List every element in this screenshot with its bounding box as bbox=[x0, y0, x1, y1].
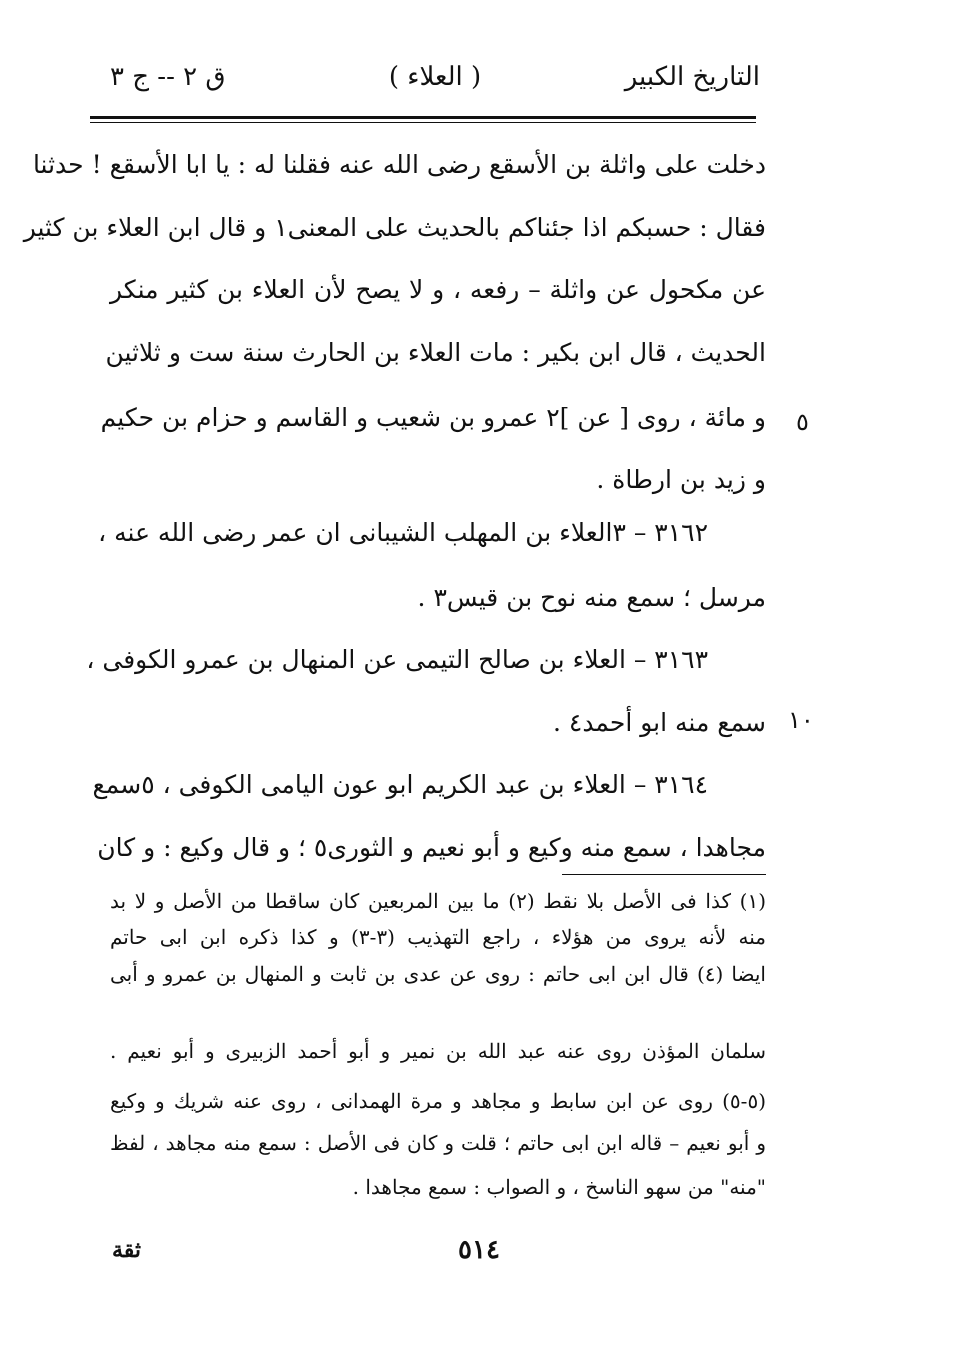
footnote-rule bbox=[562, 874, 766, 875]
footnote-line: "منه" من سهو الناسخ ، و الصواب : سمع مجاهدا . bbox=[352, 1175, 766, 1199]
body-line: الحديث ، قال ابن بكير : مات العلاء بن الحارث سنة ست و ثلاثين bbox=[105, 338, 766, 367]
footnote-line: (١) كذا فى الأصل بلا نقط (٢) ما بين المربعين كان ساقطا من الأصل و لا بد bbox=[110, 889, 766, 913]
line-number-marker: ١٠ bbox=[788, 706, 814, 734]
entry-heading: ٣١٦٤ – العلاء بن عبد الكريم ابو عون اليامى الكوفى ، ٥سمع bbox=[92, 770, 708, 799]
footnote-line: (٥-٥) روى عن ابن سابط و مجاهد و مرة الهمدانى ، روى عنه شريك و وكيع bbox=[110, 1089, 766, 1113]
line-number-marker: ٥ bbox=[796, 408, 809, 436]
entry-heading: ٣١٦٢ – ٣العلاء بن المهلب الشيبانى ان عمر رضى الله عنه ، bbox=[98, 518, 708, 547]
body-line: فقال : حسبكم اذا جئناكم بالحديث على المعنى١ و قال ابن العلاء بن كثير bbox=[23, 213, 766, 242]
body-line: و زيد بن ارطاة . bbox=[596, 465, 766, 494]
body-line: و مائة ، روى [ عن ]٢ عمرو بن شعيب و القاسم و حزام بن حكيم bbox=[100, 403, 766, 432]
book-title: التاريخ الكبير bbox=[624, 62, 760, 92]
header-rule-thin bbox=[90, 122, 756, 123]
entry-heading: ٣١٦٣ – العلاء بن صالح التيمى عن المنهال بن عمرو الكوفى ، bbox=[86, 645, 708, 674]
footnote-line: و أبو نعيم – قاله ابن ابى حاتم ؛ قلت و كان فى الأصل : سمع منه مجاهد ، لفظ bbox=[110, 1131, 766, 1155]
body-line: دخلت على واثلة بن الأسقع رضى الله عنه فقلنا له : يا ابا الأسقع ! حدثنا bbox=[32, 150, 766, 179]
volume-indicator: ق ٢ -- ج ٣ bbox=[110, 62, 226, 92]
body-line: عن مكحول عن واثلة – رفعه ، و لا يصح لأن العلاء بن كثير منكر bbox=[110, 275, 766, 304]
header-rule-thick bbox=[90, 116, 756, 119]
running-header bbox=[110, 62, 760, 102]
body-line: مرسل ؛ سمع منه نوح بن قيس٣ . bbox=[417, 583, 766, 612]
page-number: ٥١٤ bbox=[458, 1235, 500, 1265]
footnote-line: سلمان المؤذن روى عنه عبد الله بن نمير و أبو أحمد الزبيرى و أبو نعيم . bbox=[110, 1039, 766, 1063]
section-title: ( العلاء ) bbox=[388, 62, 482, 92]
footnote-line: منه لأنه يروى من هؤلاء ، راجع التهذيب (٣-٣) و كذا ذكره ابن ابى حاتم bbox=[110, 925, 767, 949]
footnote-line: ايضا (٤) قال ابن ابى حاتم : روى عن عدى بن ثابت و المنهال بن عمرو و أبى bbox=[110, 962, 766, 986]
body-line: مجاهدا ، سمع منه وكيع و أبو نعيم و الثورى٥ ؛ و قال وكيع : و كان bbox=[97, 833, 766, 862]
body-line: سمع منه ابو أحمد٤ . bbox=[552, 708, 766, 737]
signature-mark: ثقة bbox=[112, 1237, 142, 1263]
